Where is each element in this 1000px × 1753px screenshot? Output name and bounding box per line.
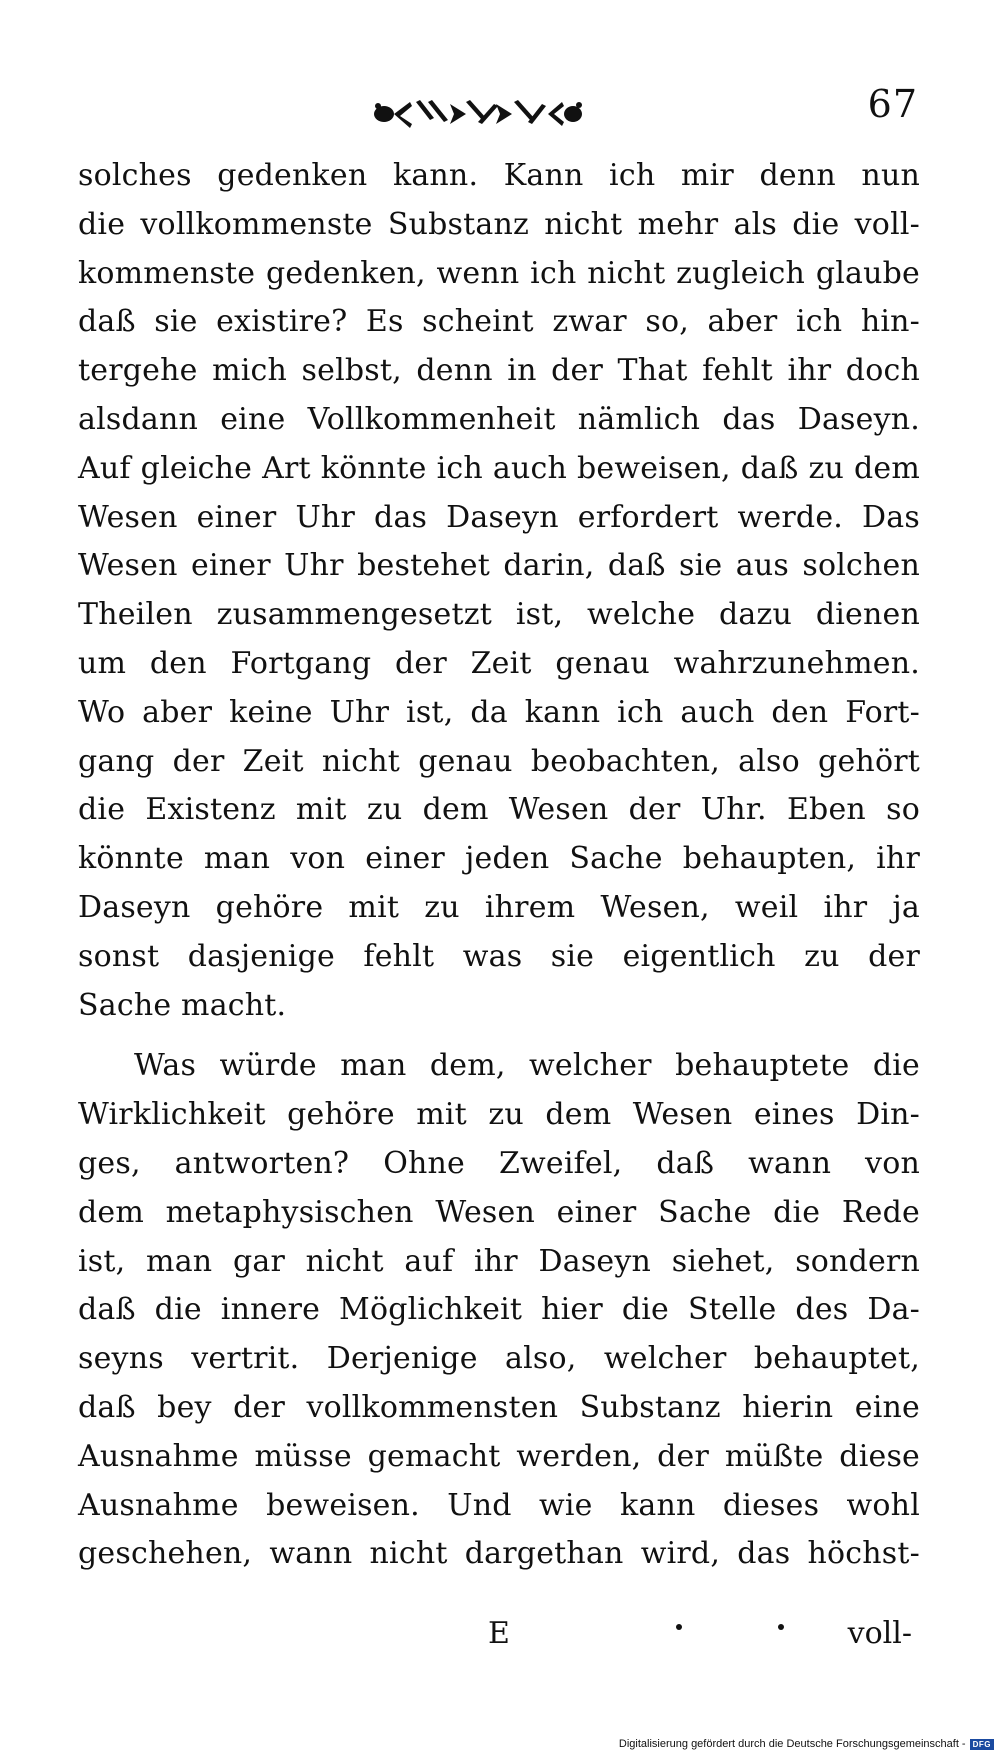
text-line: tergehe mich selbst, denn in der That fehlt ihr doch <box>78 353 920 389</box>
paragraph-gap <box>78 1030 920 1042</box>
paragraph <box>78 152 920 1030</box>
dfg-logo: DFG <box>970 1739 994 1750</box>
text-line: Wesen einer Uhr bestehet darin, daß sie aus solchen <box>78 548 920 584</box>
text-line: Wesen einer Uhr das Daseyn erfordert werde. Das <box>78 499 920 535</box>
dot-mark <box>778 1624 784 1630</box>
text-line: dem metaphysischen Wesen einer Sache die Rede <box>78 1194 920 1230</box>
text-line: daß bey der vollkommensten Substanz hierin eine <box>78 1389 920 1425</box>
text-line: ist, man gar nicht auf ihr Daseyn siehet, sondern <box>78 1243 920 1279</box>
text-line: die Existenz mit zu dem Wesen der Uhr. Eben so <box>78 792 920 828</box>
text-line: Sache macht. <box>78 987 287 1023</box>
text-line: kommenste gedenken, wenn ich nicht zugleich glaube <box>78 255 920 291</box>
printer-ornament-icon <box>370 92 585 132</box>
text-line: Wirklichkeit gehöre mit zu dem Wesen eines Din- <box>78 1097 920 1133</box>
text-line: könnte man von einer jeden Sache behaupten, ihr <box>78 841 920 877</box>
text-line: Theilen zusammengesetzt ist, welche dazu dienen <box>78 597 920 633</box>
text-line: ges, antworten? Ohne Zweifel, daß wann von <box>78 1145 920 1181</box>
text-line: alsdann eine Vollkommenheit nämlich das Daseyn. <box>78 401 920 437</box>
text-line: seyns vertrit. Derjenige also, welcher behauptet, <box>78 1341 920 1377</box>
catchline <box>0 1612 1000 1662</box>
paragraph <box>78 1042 920 1579</box>
text-line: geschehen, wann nicht dargethan wird, das höchst- <box>78 1536 920 1572</box>
text-line: Ausnahme beweisen. Und wie kann dieses wohl <box>78 1487 920 1523</box>
text-line: solches gedenken kann. Kann ich mir denn nun <box>78 158 920 193</box>
text-line: Auf gleiche Art könnte ich auch beweisen, daß zu dem <box>78 450 920 486</box>
text-line: Ausnahme müsse gemacht werden, der müßte diese <box>78 1438 920 1474</box>
page-header <box>0 80 1000 140</box>
text-line: Daseyn gehöre mit zu ihrem Wesen, weil ihr ja <box>78 889 920 925</box>
text-line: gang der Zeit nicht genau beobachten, also gehört <box>78 743 920 779</box>
text-line: Was würde man dem, welcher behauptete die <box>134 1048 920 1084</box>
text-line: daß sie existire? Es scheint zwar so, aber ich hin- <box>78 304 920 340</box>
dot-mark <box>676 1624 682 1630</box>
catchword: voll- <box>847 1616 912 1651</box>
footer-credit: Digitalisierung gefördert durch die Deutsche Forschungsgemeinschaft - <box>618 1738 966 1750</box>
text-line: um den Fortgang der Zeit genau wahrzunehmen. <box>78 645 920 681</box>
body-text <box>78 152 920 1579</box>
page-number: 67 <box>867 82 918 126</box>
text-line: die vollkommenste Substanz nicht mehr als die voll- <box>78 206 920 242</box>
text-line: Wo aber keine Uhr ist, da kann ich auch den Fort- <box>78 694 920 730</box>
text-line: daß die innere Möglichkeit hier die Stelle des Da- <box>78 1292 920 1328</box>
signature-mark: E <box>488 1616 510 1651</box>
text-line: sonst dasjenige fehlt was sie eigentlich zu der <box>78 938 920 974</box>
digitization-footer <box>619 1738 994 1750</box>
